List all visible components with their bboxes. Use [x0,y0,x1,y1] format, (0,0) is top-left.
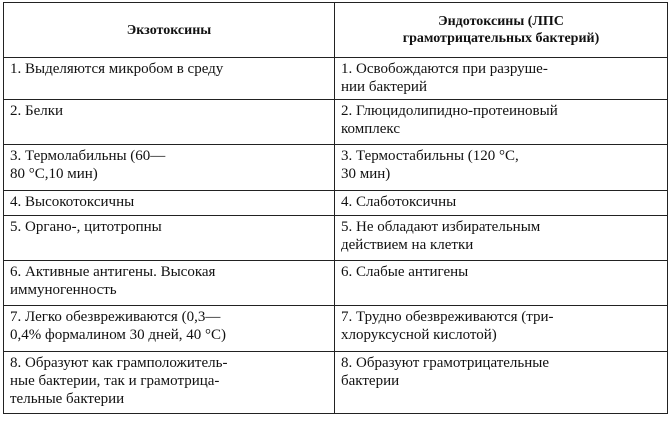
endotoxin-cell: 2. Глюцидолипидно-протеиновый комплекс [335,100,668,145]
exotoxin-cell: 3. Термолабильны (60— 80 °С,10 мин) [4,145,335,191]
table-row [4,352,668,414]
table-row [4,261,668,306]
exotoxin-cell: 2. Белки [4,100,335,145]
header-row [4,3,668,58]
table-row [4,191,668,216]
exotoxin-cell: 7. Легко обезвреживаются (0,3— 0,4% формалином 30 дней, 40 °С) [4,306,335,352]
exotoxin-cell: 8. Образуют как грамположитель- ные бактерии, так и грамотрица- тельные бактерии [4,352,335,414]
table-row [4,216,668,261]
endotoxin-cell: 3. Термостабильны (120 °С, 30 мин) [335,145,668,191]
table-row [4,58,668,100]
endotoxin-cell: 6. Слабые антигены [335,261,668,306]
exotoxin-cell: 5. Органо-, цитотропны [4,216,335,261]
endotoxin-cell: 7. Трудно обезвреживаются (три- хлоруксусной кислотой) [335,306,668,352]
table-body [4,58,668,414]
exotoxin-cell: 6. Активные антигены. Высокая иммуногенность [4,261,335,306]
endotoxin-cell: 4. Слаботоксичны [335,191,668,216]
endotoxin-cell: 1. Освобождаются при разруше- нии бактерий [335,58,668,100]
exotoxin-cell: 4. Высокотоксичны [4,191,335,216]
table-row [4,306,668,352]
table-row [4,100,668,145]
header-endotoxins: Эндотоксины (ЛПС грамотрицательных бактерий) [335,3,668,58]
endotoxin-cell: 5. Не обладают избирательным действием на клетки [335,216,668,261]
table-header [4,3,668,58]
table-row [4,145,668,191]
exotoxin-cell: 1. Выделяются микробом в среду [4,58,335,100]
endotoxin-cell: 8. Образуют грамотрицательные бактерии [335,352,668,414]
comparison-table [3,2,668,414]
header-exotoxins: Экзотоксины [4,3,335,58]
